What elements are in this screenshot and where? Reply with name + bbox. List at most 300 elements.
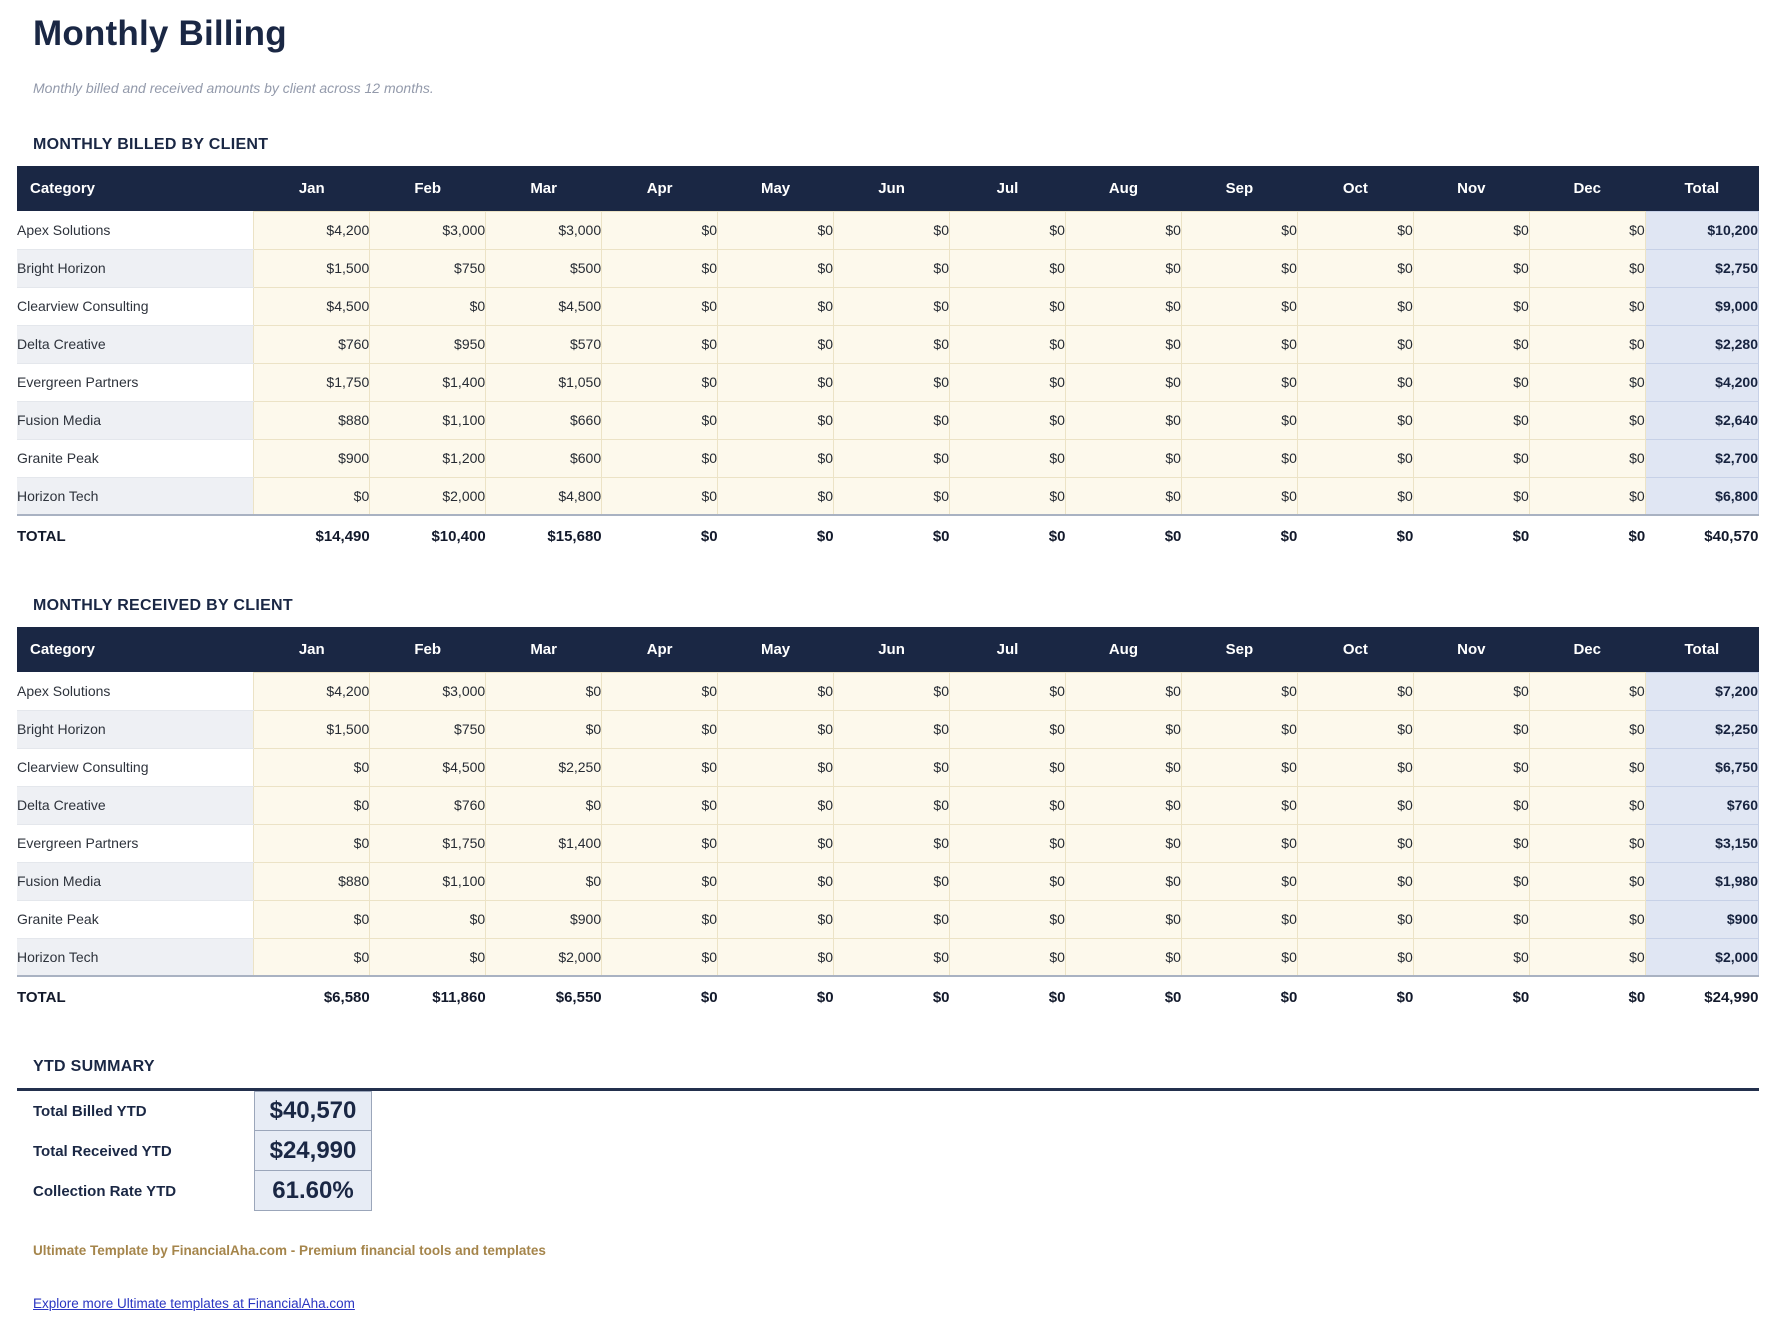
cell-row-total: $760 <box>1645 786 1758 824</box>
cell-month-value: $0 <box>370 900 486 938</box>
cell-month-value: $0 <box>950 325 1066 363</box>
cell-month-value: $0 <box>718 672 834 710</box>
page-title: Monthly Billing <box>33 14 287 53</box>
cell-month-value: $0 <box>718 325 834 363</box>
row-category: Bright Horizon <box>17 249 254 287</box>
row-category: Evergreen Partners <box>17 363 254 401</box>
grand-total-month-value: $0 <box>1065 976 1181 1018</box>
cell-month-value: $2,000 <box>370 477 486 515</box>
table-row <box>17 249 1759 287</box>
cell-month-value: $0 <box>1529 211 1645 249</box>
cell-month-value: $500 <box>486 249 602 287</box>
grand-total-month-value: $0 <box>718 976 834 1018</box>
cell-month-value: $0 <box>718 211 834 249</box>
cell-month-value: $0 <box>254 824 370 862</box>
cell-month-value: $0 <box>602 900 718 938</box>
table-row <box>17 748 1759 786</box>
cell-month-value: $0 <box>1297 211 1413 249</box>
cell-month-value: $0 <box>602 862 718 900</box>
cell-month-value: $4,800 <box>486 477 602 515</box>
cell-month-value: $0 <box>834 938 950 976</box>
cell-month-value: $0 <box>1413 249 1529 287</box>
cell-month-value: $0 <box>1413 287 1529 325</box>
row-category: Horizon Tech <box>17 477 254 515</box>
column-header-dec: Dec <box>1529 166 1645 211</box>
cell-month-value: $2,250 <box>486 748 602 786</box>
received-section-title: MONTHLY RECEIVED BY CLIENT <box>33 597 293 614</box>
cell-month-value: $0 <box>1529 672 1645 710</box>
cell-month-value: $0 <box>602 401 718 439</box>
cell-month-value: $0 <box>834 786 950 824</box>
header-row <box>17 627 1759 672</box>
cell-month-value: $0 <box>1065 477 1181 515</box>
cell-month-value: $0 <box>950 249 1066 287</box>
cell-month-value: $0 <box>1529 748 1645 786</box>
grand-total-row <box>17 976 1759 1018</box>
cell-month-value: $0 <box>834 862 950 900</box>
cell-month-value: $750 <box>370 249 486 287</box>
cell-month-value: $0 <box>1065 363 1181 401</box>
cell-month-value: $0 <box>718 786 834 824</box>
cell-month-value: $0 <box>1413 672 1529 710</box>
cell-month-value: $0 <box>1181 287 1297 325</box>
cell-month-value: $0 <box>602 211 718 249</box>
grand-total-month-value: $0 <box>1181 976 1297 1018</box>
cell-month-value: $0 <box>1413 211 1529 249</box>
column-header-nov: Nov <box>1413 627 1529 672</box>
cell-month-value: $0 <box>254 900 370 938</box>
table-footer <box>17 515 1759 557</box>
table-row <box>17 672 1759 710</box>
cell-month-value: $0 <box>950 287 1066 325</box>
table-header <box>17 627 1759 672</box>
billed-section-title: MONTHLY BILLED BY CLIENT <box>33 136 269 153</box>
cell-month-value: $0 <box>950 672 1066 710</box>
cell-month-value: $0 <box>1297 824 1413 862</box>
cell-row-total: $10,200 <box>1645 211 1758 249</box>
cell-row-total: $6,750 <box>1645 748 1758 786</box>
cell-month-value: $0 <box>1181 748 1297 786</box>
column-header-total: Total <box>1645 627 1758 672</box>
cell-month-value: $1,500 <box>254 249 370 287</box>
cell-month-value: $0 <box>254 786 370 824</box>
row-category: Clearview Consulting <box>17 748 254 786</box>
cell-month-value: $0 <box>718 938 834 976</box>
row-category: Evergreen Partners <box>17 824 254 862</box>
cell-month-value: $0 <box>718 748 834 786</box>
cell-month-value: $570 <box>486 325 602 363</box>
ytd-value: 61.60% <box>254 1170 372 1211</box>
cell-month-value: $880 <box>254 401 370 439</box>
cell-month-value: $0 <box>1181 211 1297 249</box>
cell-month-value: $0 <box>950 401 1066 439</box>
cell-month-value: $0 <box>602 786 718 824</box>
table-row <box>17 401 1759 439</box>
cell-month-value: $4,200 <box>254 672 370 710</box>
cell-row-total: $1,980 <box>1645 862 1758 900</box>
cell-month-value: $0 <box>1529 862 1645 900</box>
cell-month-value: $0 <box>1297 439 1413 477</box>
ytd-value: $24,990 <box>254 1130 372 1171</box>
cell-month-value: $0 <box>1065 786 1181 824</box>
table-row <box>17 824 1759 862</box>
table-body <box>17 211 1759 515</box>
cell-month-value: $0 <box>602 477 718 515</box>
cell-month-value: $0 <box>1529 363 1645 401</box>
cell-month-value: $0 <box>1529 439 1645 477</box>
grand-total-month-value: $0 <box>602 515 718 557</box>
cell-month-value: $0 <box>1413 748 1529 786</box>
cell-month-value: $0 <box>718 710 834 748</box>
cell-month-value: $0 <box>950 862 1066 900</box>
cell-month-value: $4,500 <box>370 748 486 786</box>
table-row <box>17 900 1759 938</box>
cell-month-value: $0 <box>718 824 834 862</box>
cell-month-value: $1,400 <box>486 824 602 862</box>
cell-month-value: $0 <box>486 672 602 710</box>
row-category: Granite Peak <box>17 439 254 477</box>
cell-month-value: $0 <box>602 710 718 748</box>
table-row <box>17 938 1759 976</box>
cell-month-value: $0 <box>1065 325 1181 363</box>
column-header-feb: Feb <box>370 627 486 672</box>
cell-month-value: $0 <box>1529 249 1645 287</box>
cell-month-value: $0 <box>486 862 602 900</box>
cell-month-value: $0 <box>834 249 950 287</box>
cell-month-value: $0 <box>1413 477 1529 515</box>
cell-row-total: $4,200 <box>1645 363 1758 401</box>
table-row <box>17 862 1759 900</box>
cell-month-value: $0 <box>602 325 718 363</box>
table-row <box>17 439 1759 477</box>
cell-month-value: $0 <box>1181 710 1297 748</box>
cell-month-value: $0 <box>834 325 950 363</box>
cell-month-value: $0 <box>1413 938 1529 976</box>
column-header-mar: Mar <box>486 627 602 672</box>
cell-month-value: $0 <box>486 710 602 748</box>
column-header-jan: Jan <box>254 627 370 672</box>
table-row <box>17 287 1759 325</box>
row-category: Clearview Consulting <box>17 287 254 325</box>
cell-month-value: $0 <box>486 786 602 824</box>
cell-month-value: $0 <box>1065 900 1181 938</box>
cell-month-value: $1,050 <box>486 363 602 401</box>
cell-month-value: $0 <box>1065 211 1181 249</box>
cell-month-value: $3,000 <box>370 211 486 249</box>
column-header-oct: Oct <box>1297 627 1413 672</box>
footer-link[interactable]: Explore more Ultimate templates at FinancialAha.com <box>33 1296 355 1311</box>
ytd-label: Collection Rate YTD <box>33 1182 177 1200</box>
cell-month-value: $0 <box>718 401 834 439</box>
column-header-may: May <box>718 627 834 672</box>
cell-month-value: $0 <box>1181 249 1297 287</box>
grand-total-month-value: $0 <box>950 976 1066 1018</box>
cell-month-value: $0 <box>1297 363 1413 401</box>
column-header-category: Category <box>17 627 254 672</box>
table-row <box>17 363 1759 401</box>
cell-row-total: $6,800 <box>1645 477 1758 515</box>
column-header-jan: Jan <box>254 166 370 211</box>
cell-month-value: $0 <box>1297 900 1413 938</box>
cell-month-value: $0 <box>1529 786 1645 824</box>
cell-month-value: $0 <box>950 938 1066 976</box>
cell-month-value: $0 <box>602 249 718 287</box>
grand-total-month-value: $0 <box>834 515 950 557</box>
grand-total-month-value: $11,860 <box>370 976 486 1018</box>
cell-month-value: $1,500 <box>254 710 370 748</box>
cell-month-value: $0 <box>1065 249 1181 287</box>
grand-total-month-value: $0 <box>718 515 834 557</box>
grand-total-month-value: $10,400 <box>370 515 486 557</box>
ytd-row <box>17 1091 1759 1131</box>
cell-month-value: $0 <box>1181 862 1297 900</box>
cell-month-value: $4,200 <box>254 211 370 249</box>
table-row <box>17 477 1759 515</box>
cell-row-total: $9,000 <box>1645 287 1758 325</box>
cell-month-value: $1,200 <box>370 439 486 477</box>
table-row <box>17 325 1759 363</box>
cell-month-value: $0 <box>1529 477 1645 515</box>
cell-month-value: $0 <box>834 710 950 748</box>
cell-month-value: $0 <box>602 439 718 477</box>
cell-month-value: $0 <box>950 710 1066 748</box>
cell-month-value: $600 <box>486 439 602 477</box>
cell-row-total: $2,000 <box>1645 938 1758 976</box>
grand-total-label: TOTAL <box>17 515 254 557</box>
cell-month-value: $0 <box>834 477 950 515</box>
cell-month-value: $0 <box>718 287 834 325</box>
grand-total-value: $40,570 <box>1645 515 1758 557</box>
cell-month-value: $0 <box>1181 786 1297 824</box>
ytd-summary <box>17 1091 1759 1211</box>
cell-month-value: $1,400 <box>370 363 486 401</box>
row-category: Fusion Media <box>17 401 254 439</box>
cell-month-value: $0 <box>254 477 370 515</box>
grand-total-month-value: $0 <box>834 976 950 1018</box>
page-subtitle: Monthly billed and received amounts by client across 12 months. <box>33 80 434 96</box>
column-header-may: May <box>718 166 834 211</box>
cell-month-value: $900 <box>486 900 602 938</box>
table-row <box>17 710 1759 748</box>
cell-month-value: $900 <box>254 439 370 477</box>
column-header-nov: Nov <box>1413 166 1529 211</box>
cell-month-value: $660 <box>486 401 602 439</box>
table-footer <box>17 976 1759 1018</box>
cell-month-value: $0 <box>370 938 486 976</box>
grand-total-month-value: $6,580 <box>254 976 370 1018</box>
cell-month-value: $0 <box>950 786 1066 824</box>
column-header-jul: Jul <box>950 627 1066 672</box>
cell-month-value: $0 <box>1181 363 1297 401</box>
cell-month-value: $0 <box>1297 672 1413 710</box>
footer-note: Ultimate Template by FinancialAha.com - Premium financial tools and templates <box>33 1243 546 1258</box>
grand-total-month-value: $0 <box>1297 976 1413 1018</box>
cell-month-value: $0 <box>834 824 950 862</box>
cell-month-value: $0 <box>950 900 1066 938</box>
grand-total-value: $24,990 <box>1645 976 1758 1018</box>
cell-month-value: $0 <box>834 401 950 439</box>
cell-month-value: $0 <box>718 363 834 401</box>
cell-month-value: $0 <box>1297 477 1413 515</box>
row-category: Apex Solutions <box>17 672 254 710</box>
cell-month-value: $0 <box>718 862 834 900</box>
grand-total-month-value: $0 <box>1297 515 1413 557</box>
cell-row-total: $2,250 <box>1645 710 1758 748</box>
grand-total-month-value: $0 <box>1413 515 1529 557</box>
cell-month-value: $0 <box>834 363 950 401</box>
column-header-jul: Jul <box>950 166 1066 211</box>
cell-month-value: $0 <box>718 249 834 287</box>
cell-month-value: $0 <box>1181 401 1297 439</box>
column-header-aug: Aug <box>1065 627 1181 672</box>
cell-month-value: $1,750 <box>254 363 370 401</box>
grand-total-row <box>17 515 1759 557</box>
cell-month-value: $0 <box>1413 824 1529 862</box>
cell-month-value: $0 <box>602 672 718 710</box>
cell-month-value: $0 <box>718 900 834 938</box>
column-header-aug: Aug <box>1065 166 1181 211</box>
cell-month-value: $0 <box>602 824 718 862</box>
grand-total-month-value: $0 <box>1181 515 1297 557</box>
cell-month-value: $0 <box>1181 477 1297 515</box>
cell-month-value: $0 <box>1413 786 1529 824</box>
cell-month-value: $0 <box>602 748 718 786</box>
cell-month-value: $0 <box>1181 900 1297 938</box>
row-category: Delta Creative <box>17 325 254 363</box>
cell-month-value: $0 <box>834 211 950 249</box>
cell-month-value: $0 <box>1297 748 1413 786</box>
cell-row-total: $7,200 <box>1645 672 1758 710</box>
cell-month-value: $950 <box>370 325 486 363</box>
cell-month-value: $0 <box>834 748 950 786</box>
column-header-feb: Feb <box>370 166 486 211</box>
cell-month-value: $0 <box>950 363 1066 401</box>
cell-month-value: $0 <box>834 900 950 938</box>
cell-month-value: $760 <box>370 786 486 824</box>
cell-month-value: $0 <box>834 439 950 477</box>
column-header-sep: Sep <box>1181 627 1297 672</box>
ytd-label: Total Billed YTD <box>33 1102 147 1120</box>
column-header-apr: Apr <box>602 166 718 211</box>
row-category: Bright Horizon <box>17 710 254 748</box>
row-category: Apex Solutions <box>17 211 254 249</box>
cell-month-value: $0 <box>1065 401 1181 439</box>
grand-total-month-value: $0 <box>602 976 718 1018</box>
cell-month-value: $0 <box>1297 862 1413 900</box>
ytd-label: Total Received YTD <box>33 1142 172 1160</box>
cell-month-value: $0 <box>1297 710 1413 748</box>
column-header-mar: Mar <box>486 166 602 211</box>
table-row <box>17 786 1759 824</box>
cell-month-value: $1,100 <box>370 862 486 900</box>
cell-month-value: $0 <box>1529 325 1645 363</box>
cell-month-value: $2,000 <box>486 938 602 976</box>
cell-month-value: $0 <box>254 938 370 976</box>
cell-month-value: $0 <box>950 439 1066 477</box>
cell-month-value: $0 <box>1297 938 1413 976</box>
column-header-jun: Jun <box>834 627 950 672</box>
cell-month-value: $0 <box>1065 287 1181 325</box>
grand-total-month-value: $0 <box>950 515 1066 557</box>
cell-month-value: $1,100 <box>370 401 486 439</box>
cell-month-value: $0 <box>950 824 1066 862</box>
cell-row-total: $900 <box>1645 900 1758 938</box>
cell-month-value: $0 <box>1413 401 1529 439</box>
cell-month-value: $880 <box>254 862 370 900</box>
cell-month-value: $0 <box>1181 439 1297 477</box>
cell-month-value: $0 <box>1297 786 1413 824</box>
header-row <box>17 166 1759 211</box>
cell-month-value: $0 <box>370 287 486 325</box>
cell-month-value: $0 <box>1529 287 1645 325</box>
grand-total-month-value: $15,680 <box>486 515 602 557</box>
grand-total-month-value: $0 <box>1529 515 1645 557</box>
cell-month-value: $4,500 <box>254 287 370 325</box>
cell-month-value: $0 <box>1297 287 1413 325</box>
cell-month-value: $0 <box>834 287 950 325</box>
billed-table <box>17 166 1759 557</box>
cell-month-value: $0 <box>1297 325 1413 363</box>
cell-month-value: $0 <box>1297 401 1413 439</box>
ytd-row <box>17 1171 1759 1211</box>
cell-month-value: $1,750 <box>370 824 486 862</box>
row-category: Granite Peak <box>17 900 254 938</box>
cell-month-value: $0 <box>1413 710 1529 748</box>
table-body <box>17 672 1759 976</box>
cell-month-value: $0 <box>1065 824 1181 862</box>
cell-month-value: $0 <box>1065 439 1181 477</box>
cell-month-value: $0 <box>1181 672 1297 710</box>
cell-month-value: $750 <box>370 710 486 748</box>
cell-month-value: $0 <box>1413 325 1529 363</box>
cell-month-value: $0 <box>834 672 950 710</box>
cell-month-value: $0 <box>950 211 1066 249</box>
cell-month-value: $0 <box>1065 748 1181 786</box>
row-category: Fusion Media <box>17 862 254 900</box>
grand-total-month-value: $0 <box>1413 976 1529 1018</box>
cell-month-value: $0 <box>1413 363 1529 401</box>
cell-month-value: $760 <box>254 325 370 363</box>
cell-month-value: $0 <box>1065 862 1181 900</box>
column-header-jun: Jun <box>834 166 950 211</box>
grand-total-month-value: $14,490 <box>254 515 370 557</box>
cell-month-value: $4,500 <box>486 287 602 325</box>
cell-month-value: $0 <box>718 477 834 515</box>
column-header-sep: Sep <box>1181 166 1297 211</box>
cell-month-value: $3,000 <box>370 672 486 710</box>
grand-total-label: TOTAL <box>17 976 254 1018</box>
row-category: Horizon Tech <box>17 938 254 976</box>
grand-total-month-value: $6,550 <box>486 976 602 1018</box>
cell-month-value: $0 <box>1413 900 1529 938</box>
table-header <box>17 166 1759 211</box>
cell-row-total: $2,280 <box>1645 325 1758 363</box>
column-header-oct: Oct <box>1297 166 1413 211</box>
cell-month-value: $0 <box>1181 824 1297 862</box>
cell-row-total: $2,750 <box>1645 249 1758 287</box>
cell-month-value: $0 <box>1297 249 1413 287</box>
cell-month-value: $0 <box>1529 710 1645 748</box>
column-header-category: Category <box>17 166 254 211</box>
cell-month-value: $0 <box>1181 938 1297 976</box>
cell-month-value: $3,000 <box>486 211 602 249</box>
cell-month-value: $0 <box>1529 401 1645 439</box>
column-header-dec: Dec <box>1529 627 1645 672</box>
grand-total-month-value: $0 <box>1529 976 1645 1018</box>
cell-month-value: $0 <box>718 439 834 477</box>
column-header-apr: Apr <box>602 627 718 672</box>
cell-row-total: $2,640 <box>1645 401 1758 439</box>
